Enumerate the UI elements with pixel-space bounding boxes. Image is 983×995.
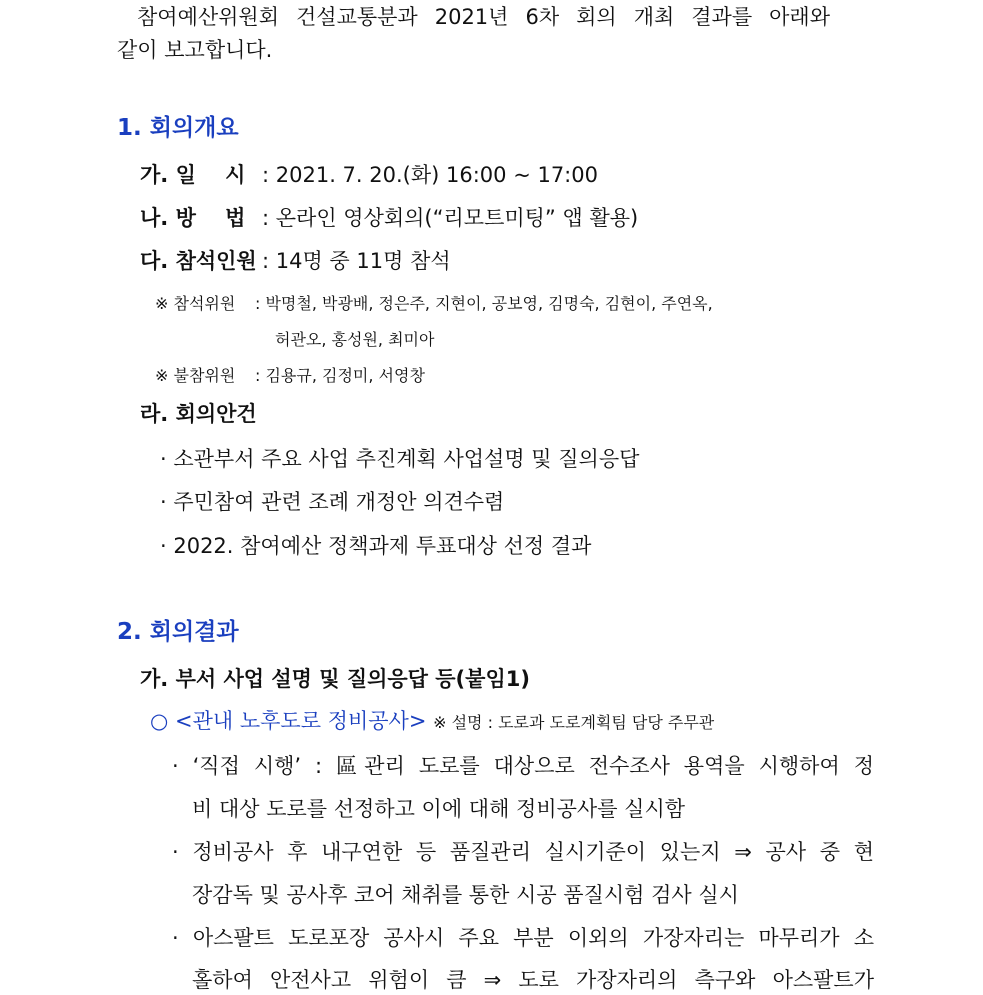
result-bullet: · ‘직접 시행’ : 區관리 도로를 대상으로 전수조사 용역을 시행하여 정 xyxy=(172,754,874,778)
intro-line-2: 같이 보고합니다. xyxy=(117,38,273,62)
result-bullet-cont: 장감독 및 공사후 코어 채취를 통한 시공 품질시험 검사 실시 xyxy=(192,883,739,907)
overview-method xyxy=(140,203,638,233)
project-heading xyxy=(150,706,714,738)
overview-date xyxy=(140,160,598,190)
project-note: ※ 설명 : 도로과 도로계획팀 담당 주무관 xyxy=(433,713,715,732)
label: 다. 참석인원 xyxy=(140,249,257,273)
result-bullet: · 정비공사 후 내구연한 등 품질관리 실시기준이 있는지 ⇒ 공사 중 현 xyxy=(172,840,874,864)
label: ※ 참석위원 xyxy=(155,294,236,313)
agenda-item: · 소관부서 주요 사업 추진계획 사업설명 및 질의응답 xyxy=(160,447,640,471)
result-bullet-cont: 홀하여 안전사고 위험이 큼 ⇒ 도로 가장자리의 측구와 아스팔트가 xyxy=(192,968,874,992)
label: ※ 불참위원 xyxy=(155,366,236,385)
value: : 2021. 7. 20.(화) 16:00 ~ 17:00 xyxy=(262,163,598,187)
agenda-item: · 주민참여 관련 조례 개정안 의견수렴 xyxy=(160,490,505,514)
section-1-title: 1. 회의개요 xyxy=(117,115,239,141)
circle-marker: ○ xyxy=(150,709,169,733)
absentees xyxy=(155,361,425,391)
agenda-item: · 2022. 참여예산 정책과제 투표대상 선정 결과 xyxy=(160,534,592,558)
attendees xyxy=(155,289,713,319)
intro-line-1: 참여예산위원회 건설교통분과 2021년 6차 회의 개최 결과를 아래와 xyxy=(137,5,830,29)
result-bullet: · 아스팔트 도로포장 공사시 주요 부분 이외의 가장자리는 마무리가 소 xyxy=(172,926,874,950)
value: : 14명 중 11명 참석 xyxy=(262,249,451,273)
attendees-cont: 허관오, 홍성원, 최미아 xyxy=(275,330,435,349)
agenda-title: 라. 회의안건 xyxy=(140,402,257,426)
overview-attendance xyxy=(140,246,451,276)
value: : 온라인 영상회의(“리모트미팅” 앱 활용) xyxy=(262,206,639,230)
value: : 박명철, 박광배, 정은주, 지현이, 공보영, 김명숙, 김현이, 주연옥, xyxy=(255,294,713,313)
label: 나. 방 법 xyxy=(140,206,246,230)
value: : 김용규, 김정미, 서영창 xyxy=(255,366,425,385)
section-2-subtitle: 가. 부서 사업 설명 및 질의응답 등(붙임1) xyxy=(140,667,530,691)
section-2-title: 2. 회의결과 xyxy=(117,619,239,645)
project-title: <관내 노후도로 정비공사> xyxy=(175,709,427,733)
label: 가. 일 시 xyxy=(140,163,246,187)
result-bullet-cont: 비 대상 도로를 선정하고 이에 대해 정비공사를 실시함 xyxy=(192,797,686,821)
